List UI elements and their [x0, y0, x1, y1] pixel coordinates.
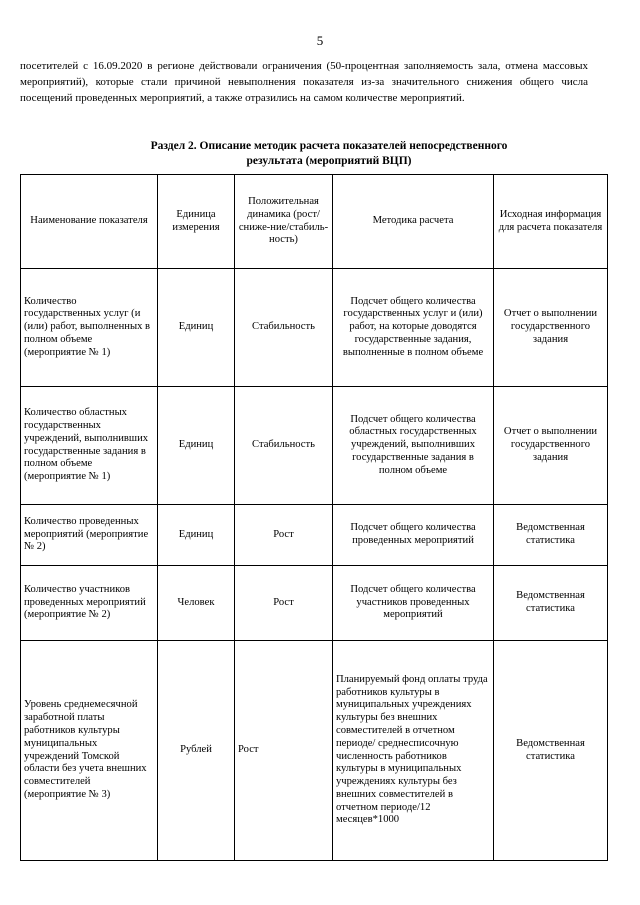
cell-method: Планируемый фонд оплаты труда работников культуры в муниципальных учреждениях культуры без внешних совместителей в отчетном периоде/ среднесписочную численность работников культуры в муниципальных учреждениях культуры без внешних совместителей в отчетном периоде/12 месяцев*1000 — [333, 641, 494, 861]
header-method: Методика расчета — [333, 175, 494, 269]
cell-name: Количество областных государственных учреждений, выполнивших государственные задания в полном объеме (мероприятие № 1) — [21, 387, 158, 505]
cell-unit: Рублей — [158, 641, 235, 861]
header-name: Наименование показателя — [21, 175, 158, 269]
cell-unit: Человек — [158, 566, 235, 641]
table-row — [21, 566, 608, 641]
cell-method: Подсчет общего количества областных государственных учреждений, выполнивших государственные задания в полном объеме — [333, 387, 494, 505]
cell-method: Подсчет общего количества участников проведенных мероприятий — [333, 566, 494, 641]
table-row — [21, 505, 608, 566]
intro-paragraph: посетителей с 16.09.2020 в регионе действовали ограничения (50-процентная заполняемость зала, отмена массовых мероприятий), которые стали причиной невыполнения показателя из-за значительного снижения общего числа посещений проведенных мероприятий, а также отразились на самом количестве мероприятий. — [20, 60, 588, 104]
cell-dynamics: Рост — [235, 566, 333, 641]
cell-source: Ведомственная статистика — [494, 566, 608, 641]
cell-method: Подсчет общего количества государственных услуг и (или) работ, на которые доводятся государственные задания, выполненные в полном объеме — [333, 269, 494, 387]
cell-dynamics: Стабильность — [235, 269, 333, 387]
cell-name: Количество проведенных мероприятий (мероприятие № 2) — [21, 505, 158, 566]
cell-name: Количество государственных услуг (и (или) работ, выполненных в полном объеме (мероприятие № 1) — [21, 269, 158, 387]
cell-unit: Единиц — [158, 269, 235, 387]
methods-table — [20, 174, 608, 861]
cell-source: Отчет о выполнении государственного задания — [494, 269, 608, 387]
cell-dynamics: Рост — [235, 641, 333, 861]
table-row — [21, 641, 608, 861]
cell-dynamics: Рост — [235, 505, 333, 566]
cell-source: Отчет о выполнении государственного задания — [494, 387, 608, 505]
header-dynamics: Положительная динамика (рост/сниже-ние/стабиль-ность) — [235, 175, 333, 269]
cell-dynamics: Стабильность — [235, 387, 333, 505]
table-header-row — [21, 175, 608, 269]
cell-name: Количество участников проведенных мероприятий (мероприятие № 2) — [21, 566, 158, 641]
cell-source: Ведомственная статистика — [494, 641, 608, 861]
table-row — [21, 269, 608, 387]
page-number: 5 — [316, 33, 324, 48]
section-title-line-1: Раздел 2. Описание методик расчета показателей непосредственного — [150, 140, 508, 152]
table-row — [21, 387, 608, 505]
cell-unit: Единиц — [158, 387, 235, 505]
section-title — [20, 139, 638, 169]
header-source: Исходная информация для расчета показателя — [494, 175, 608, 269]
cell-name: Уровень среднемесячной заработной платы работников культуры муниципальных учреждений Томской области без учета внешних совместителей (мероприятие № 3) — [21, 641, 158, 861]
cell-source: Ведомственная статистика — [494, 505, 608, 566]
cell-unit: Единиц — [158, 505, 235, 566]
section-title-line-2: результата (мероприятий ВЦП) — [246, 155, 412, 167]
header-unit: Единица измерения — [158, 175, 235, 269]
cell-method: Подсчет общего количества проведенных мероприятий — [333, 505, 494, 566]
